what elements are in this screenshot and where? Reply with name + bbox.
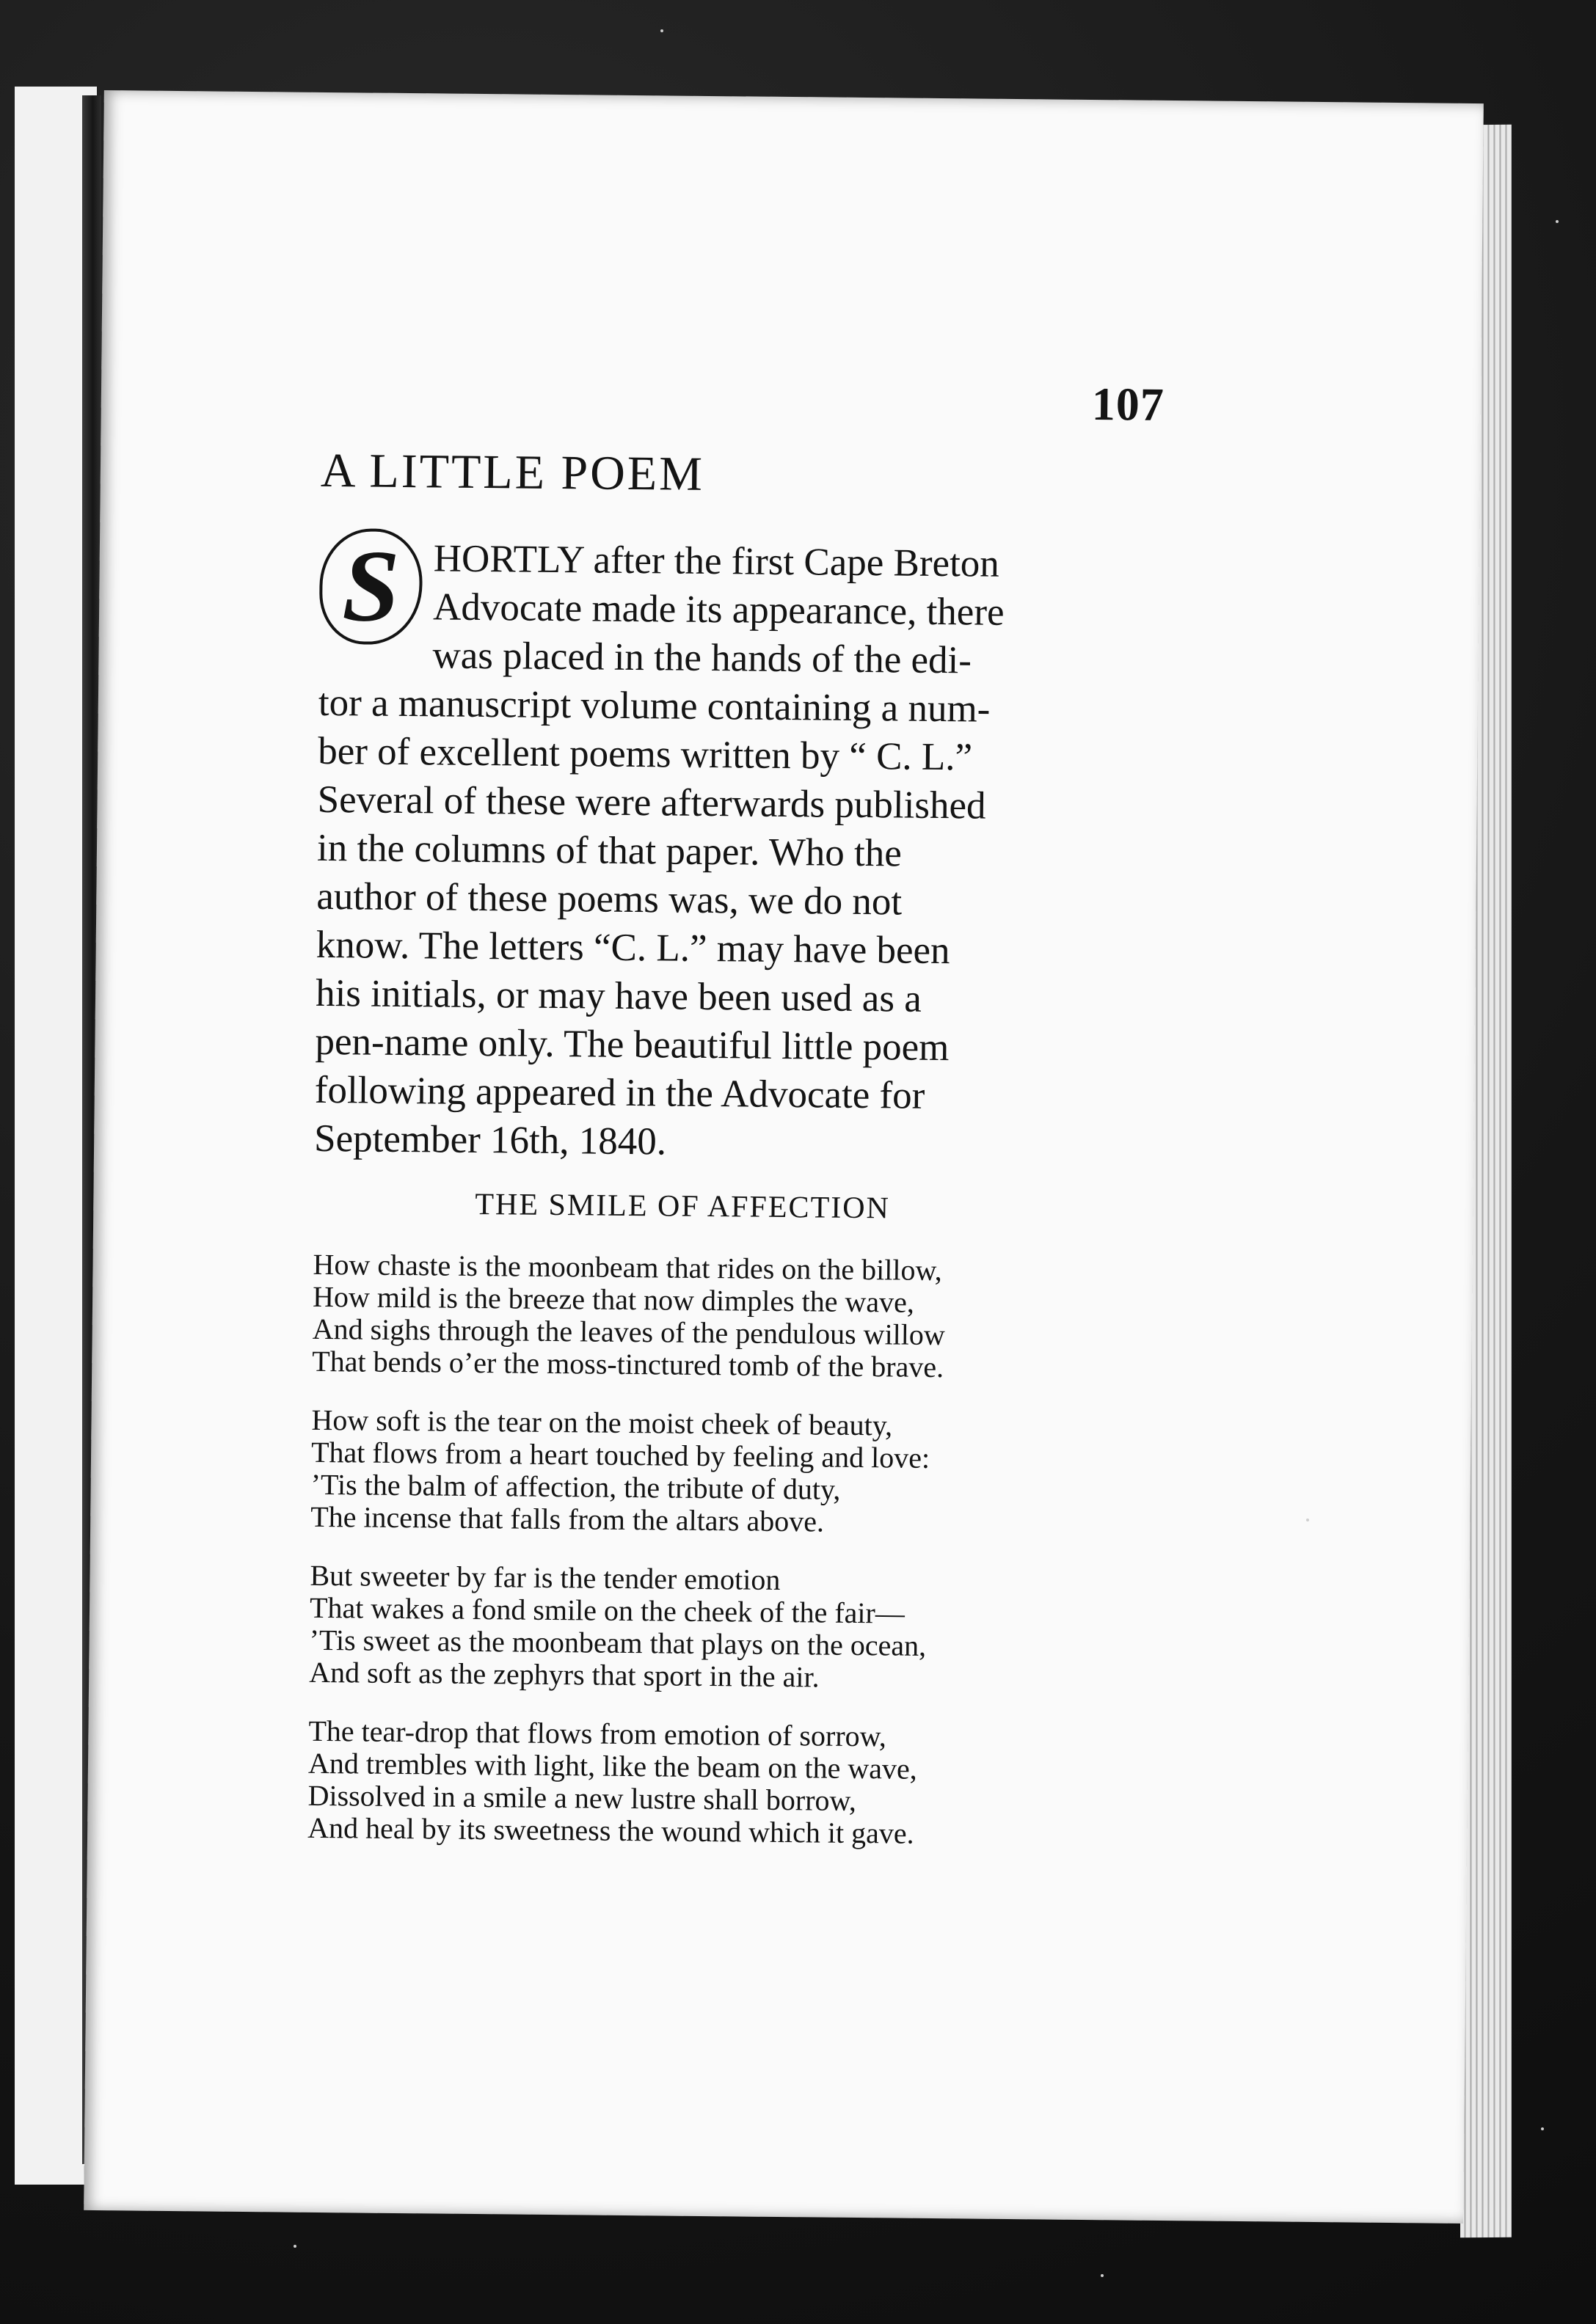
dust-speck [1556,220,1559,223]
poem-line: That wakes a fond smile on the cheek of the fair— [309,1590,906,1630]
poem-line: How mild is the breeze that now dimples the wave, [312,1279,915,1319]
poem-line: The incense that falls from the altars above. [310,1499,825,1538]
poem-line: That flows from a heart touched by feeling and love: [310,1435,930,1475]
page-number: 107 [1091,377,1165,431]
intro-line: know. The letters “C. L.” may have been [316,923,950,973]
poem-line: And soft as the zephyrs that sport in the air. [309,1655,820,1694]
poem-line: And heal by its sweetness the wound which it gave. [307,1810,914,1850]
intro-line: September 16th, 1840. [313,1117,667,1163]
intro-line: tor a manuscript volume containing a num- [318,681,991,731]
intro-line: ber of excellent poems written by “ C. L.” [318,729,973,779]
poem-title: THE SMILE OF AFFECTION [475,1187,891,1226]
poem-line: ’Tis sweet as the moonbeam that plays on the ocean, [309,1623,927,1662]
dust-speck [294,2245,296,2248]
intro-line: Advocate made its appearance, there [432,585,1005,634]
poem-line: The tear-drop that flows from emotion of sorrow, [308,1714,887,1753]
poem-line: ’Tis the balm of affection, the tribute of duty, [310,1467,841,1506]
intro-line: his initials, or may have been used as a [315,971,922,1020]
dust-speck [1541,2127,1544,2130]
poem-line: Dissolved in a smile a new lustre shall borrow, [307,1778,857,1817]
poem-line: But sweeter by far is the tender emotion [310,1558,781,1596]
page-title: A LITTLE POEM [320,443,705,501]
intro-line: HORTLY after the first Cape Breton [433,537,1000,585]
intro-line: Several of these were afterwards published [317,778,986,827]
intro-line: following appeared in the Advocate for [314,1068,925,1117]
intro-line: pen-name only. The beautiful little poem [315,1020,950,1070]
dust-speck [1306,1519,1309,1521]
poem-line: And trembles with light, like the beam on the wave, [307,1746,918,1786]
drop-cap-initial: S [319,528,423,645]
dust-speck [660,29,663,32]
dust-speck [1101,2274,1104,2277]
intro-line: was placed in the hands of the edi- [432,634,972,682]
intro-line: author of these poems was, we do not [316,874,903,924]
poem-line: How soft is the tear on the moist cheek of beauty, [311,1403,893,1442]
poem-line: And sighs through the leaves of the pendulous willow [312,1312,946,1352]
intro-line: in the columns of that paper. Who the [316,826,903,875]
poem-line: How chaste is the moonbeam that rides on the billow, [313,1247,942,1287]
book-page [84,90,1484,2223]
poem-line: That bends o’er the moss-tinctured tomb of the brave. [312,1344,944,1384]
